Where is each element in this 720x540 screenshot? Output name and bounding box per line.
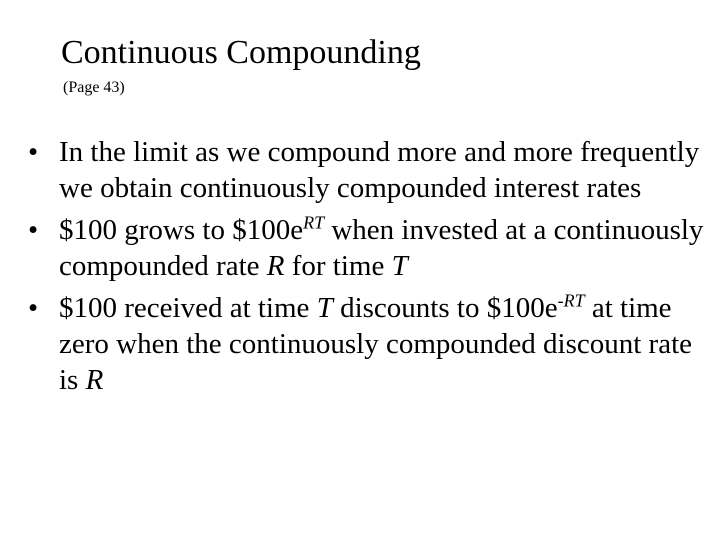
bullet-item-discounting [28,290,708,398]
bullet-item-continuous-rates [28,134,708,206]
exponent-negative-rt: -RT [557,290,585,311]
bullet-icon: • [28,292,39,324]
bullet-icon: • [28,136,39,168]
exponent-rt: RT [303,212,325,233]
bullet-text-part: In the limit as we compound more and more frequently we obtain continuously compounded interest rates [59,136,700,204]
bullet-text-continuous-rates [59,134,708,206]
page-reference: (Page 43) [63,79,125,96]
variable-t: T [316,292,333,324]
bullet-text-part: at time zero when the continuously compounded discount rate is [59,292,693,396]
slide-title: Continuous Compounding [61,34,421,71]
bullet-text-part: discounts to $100e [332,292,558,324]
bullet-text-discounting [59,290,708,398]
bullet-text-part: when invested at a continuously compounded rate [59,214,704,282]
bullet-text-part: $100 received at time [59,292,317,324]
bullet-text-growth [59,212,708,284]
bullet-item-growth [28,212,708,284]
bullet-text-part: for time [284,250,392,282]
bullet-list [28,134,708,404]
variable-t: T [391,250,408,282]
variable-r: R [85,364,104,396]
bullet-text-part: $100 grows to $100e [59,214,304,246]
bullet-icon: • [28,214,39,246]
variable-r: R [266,250,285,282]
